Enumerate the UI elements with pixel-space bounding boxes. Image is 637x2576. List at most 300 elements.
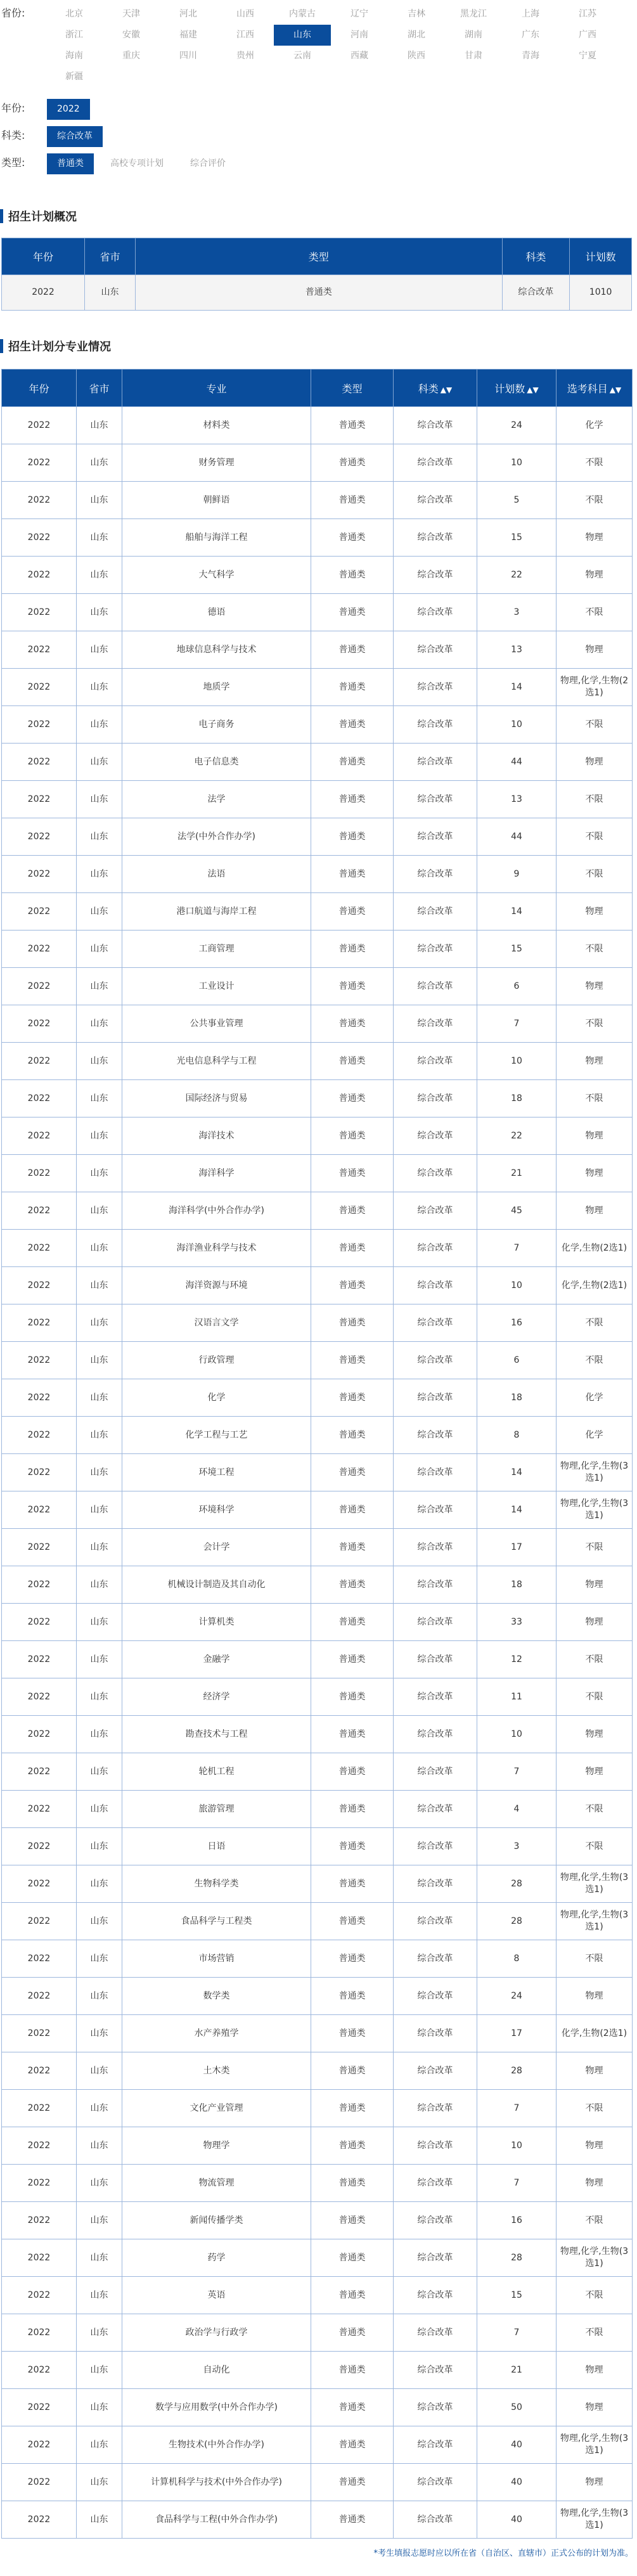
table-cell: 普通类 bbox=[311, 2464, 394, 2501]
table-cell: 综合改革 bbox=[394, 2202, 477, 2239]
sort-icon[interactable]: ▲▼ bbox=[440, 385, 453, 394]
table-cell: 山东 bbox=[77, 2052, 122, 2090]
province-option[interactable]: 北京 bbox=[65, 9, 83, 19]
table-cell: 山东 bbox=[77, 2165, 122, 2202]
province-options bbox=[46, 4, 637, 87]
table-cell: 普通类 bbox=[311, 818, 394, 856]
table-cell: 28 bbox=[477, 2052, 557, 2090]
table-row bbox=[2, 519, 633, 557]
table-cell: 综合改革 bbox=[394, 631, 477, 669]
table-cell: 综合改革 bbox=[394, 407, 477, 444]
table-cell: 公共事业管理 bbox=[122, 1005, 311, 1043]
table-cell: 33 bbox=[477, 1604, 557, 1641]
table-cell: 国际经济与贸易 bbox=[122, 1080, 311, 1117]
province-option[interactable]: 西藏 bbox=[351, 51, 368, 61]
summary-column-header: 类型 bbox=[136, 238, 503, 275]
table-cell: 普通类 bbox=[311, 1678, 394, 1716]
table-cell: 普通类 bbox=[311, 1641, 394, 1678]
table-cell: 普通类 bbox=[311, 1454, 394, 1491]
table-cell: 综合改革 bbox=[394, 2052, 477, 2090]
table-cell: 综合改革 bbox=[394, 818, 477, 856]
table-cell: 物理,化学,生物(3选1) bbox=[557, 1454, 633, 1491]
table-cell: 综合改革 bbox=[394, 1080, 477, 1117]
province-option[interactable]: 湖北 bbox=[408, 30, 425, 40]
table-cell: 综合改革 bbox=[394, 856, 477, 893]
table-row bbox=[2, 931, 633, 968]
table-cell: 山东 bbox=[77, 706, 122, 744]
table-cell: 2022 bbox=[2, 2127, 77, 2165]
summary-section-title bbox=[0, 207, 637, 225]
table-cell: 电子信息类 bbox=[122, 744, 311, 781]
table-cell: 2022 bbox=[2, 444, 77, 482]
summary-column-header: 年份 bbox=[2, 238, 85, 275]
table-cell: 物理,化学,生物(3选1) bbox=[557, 2501, 633, 2539]
province-option[interactable]: 山西 bbox=[236, 9, 254, 19]
table-cell: 山东 bbox=[77, 1529, 122, 1566]
table-cell: 化学 bbox=[557, 407, 633, 444]
table-cell: 15 bbox=[477, 2277, 557, 2314]
table-cell: 12 bbox=[477, 1641, 557, 1678]
table-cell: 普通类 bbox=[311, 2239, 394, 2277]
table-cell: 海洋科学(中外合作办学) bbox=[122, 1192, 311, 1230]
table-cell: 14 bbox=[477, 893, 557, 931]
table-cell: 综合改革 bbox=[394, 2015, 477, 2052]
table-cell: 综合改革 bbox=[394, 2090, 477, 2127]
table-cell: 不限 bbox=[557, 1304, 633, 1342]
table-cell: 2022 bbox=[2, 1678, 77, 1716]
sort-icon[interactable]: ▲▼ bbox=[527, 385, 539, 394]
table-cell: 不限 bbox=[557, 1940, 633, 1978]
table-cell: 化学,生物(2选1) bbox=[557, 1230, 633, 1267]
province-option[interactable]: 青海 bbox=[522, 51, 539, 61]
table-cell: 普通类 bbox=[311, 594, 394, 631]
table-cell: 7 bbox=[477, 1005, 557, 1043]
table-row bbox=[2, 1155, 633, 1192]
table-cell: 港口航道与海岸工程 bbox=[122, 893, 311, 931]
province-option[interactable]: 甘肃 bbox=[465, 51, 482, 61]
table-cell: 工商管理 bbox=[122, 931, 311, 968]
table-cell: 综合改革 bbox=[394, 893, 477, 931]
table-cell: 普通类 bbox=[311, 444, 394, 482]
majors-title-text: 招生计划分专业情况 bbox=[8, 340, 111, 354]
table-row bbox=[2, 1604, 633, 1641]
table-cell: 生物科学类 bbox=[122, 1865, 311, 1903]
table-cell: 5 bbox=[477, 482, 557, 519]
table-cell: 不限 bbox=[557, 1828, 633, 1865]
table-row bbox=[2, 1641, 633, 1678]
table-cell: 普通类 bbox=[311, 1379, 394, 1417]
table-cell: 2022 bbox=[2, 1379, 77, 1417]
table-cell: 汉语言文学 bbox=[122, 1304, 311, 1342]
table-cell: 普通类 bbox=[311, 2501, 394, 2539]
province-option[interactable]: 福建 bbox=[179, 30, 197, 40]
table-cell: 山东 bbox=[77, 482, 122, 519]
table-cell: 财务管理 bbox=[122, 444, 311, 482]
table-cell: 综合改革 bbox=[394, 1005, 477, 1043]
table-cell: 普通类 bbox=[311, 1267, 394, 1304]
province-option[interactable]: 吉林 bbox=[408, 9, 425, 19]
table-cell: 山东 bbox=[77, 1342, 122, 1379]
table-cell: 2022 bbox=[2, 856, 77, 893]
table-cell: 物理,化学,生物(3选1) bbox=[557, 2239, 633, 2277]
table-cell: 18 bbox=[477, 1080, 557, 1117]
table-cell: 普通类 bbox=[311, 1865, 394, 1903]
table-cell: 数学类 bbox=[122, 1978, 311, 2015]
table-row bbox=[2, 706, 633, 744]
table-cell: 2022 bbox=[2, 1604, 77, 1641]
table-cell: 综合改革 bbox=[394, 482, 477, 519]
table-cell: 物理 bbox=[557, 1566, 633, 1604]
table-cell: 机械设计制造及其自动化 bbox=[122, 1566, 311, 1604]
table-cell: 化学 bbox=[557, 1417, 633, 1454]
table-cell: 海洋技术 bbox=[122, 1117, 311, 1155]
table-cell: 不限 bbox=[557, 856, 633, 893]
table-cell: 10 bbox=[477, 1267, 557, 1304]
table-cell: 2022 bbox=[2, 1903, 77, 1940]
table-cell: 山东 bbox=[77, 2202, 122, 2239]
table-cell: 综合改革 bbox=[394, 1454, 477, 1491]
table-cell: 普通类 bbox=[311, 2165, 394, 2202]
table-cell: 物流管理 bbox=[122, 2165, 311, 2202]
table-cell: 综合改革 bbox=[394, 1491, 477, 1529]
table-cell: 2022 bbox=[2, 1828, 77, 1865]
kelei-option[interactable]: 综合改革 bbox=[47, 126, 103, 147]
table-cell: 9 bbox=[477, 856, 557, 893]
table-cell: 普通类 bbox=[311, 2352, 394, 2389]
province-option[interactable]: 河南 bbox=[351, 30, 368, 40]
table-row bbox=[2, 631, 633, 669]
table-cell: 物理 bbox=[557, 1192, 633, 1230]
table-cell: 综合改革 bbox=[394, 557, 477, 594]
table-cell: 3 bbox=[477, 1828, 557, 1865]
table-cell: 18 bbox=[477, 1379, 557, 1417]
province-option[interactable]: 江苏 bbox=[579, 9, 596, 19]
table-cell: 山东 bbox=[77, 2464, 122, 2501]
table-cell: 普通类 bbox=[311, 1230, 394, 1267]
table-cell: 2022 bbox=[2, 931, 77, 968]
table-cell: 综合改革 bbox=[394, 2389, 477, 2426]
table-cell: 山东 bbox=[77, 1641, 122, 1678]
table-cell: 2022 bbox=[2, 1978, 77, 2015]
table-cell: 50 bbox=[477, 2389, 557, 2426]
filter-panel bbox=[0, 0, 637, 174]
type-option[interactable]: 高校专项计划 bbox=[110, 158, 164, 169]
table-cell: 物理 bbox=[557, 1753, 633, 1791]
province-option[interactable]: 湖南 bbox=[465, 30, 482, 40]
table-cell: 14 bbox=[477, 1454, 557, 1491]
table-cell: 计算机科学与技术(中外合作办学) bbox=[122, 2464, 311, 2501]
majors-column-header bbox=[311, 370, 394, 407]
province-filter-label: 省份: bbox=[1, 7, 25, 19]
table-cell: 普通类 bbox=[311, 1155, 394, 1192]
table-cell: 普通类 bbox=[311, 669, 394, 706]
table-cell: 勘查技术与工程 bbox=[122, 1716, 311, 1753]
table-cell: 光电信息科学与工程 bbox=[122, 1043, 311, 1080]
province-option[interactable]: 浙江 bbox=[65, 30, 83, 40]
province-option[interactable]: 海南 bbox=[65, 51, 83, 61]
table-cell: 普通类 bbox=[311, 1529, 394, 1566]
table-cell: 数学与应用数学(中外合作办学) bbox=[122, 2389, 311, 2426]
table-row bbox=[2, 1566, 633, 1604]
table-row bbox=[2, 1791, 633, 1828]
table-cell: 不限 bbox=[557, 781, 633, 818]
majors-column-header[interactable] bbox=[557, 370, 633, 407]
table-row bbox=[2, 893, 633, 931]
majors-column-header[interactable] bbox=[394, 370, 477, 407]
table-cell: 不限 bbox=[557, 2277, 633, 2314]
province-option[interactable]: 辽宁 bbox=[351, 9, 368, 19]
table-cell: 2022 bbox=[2, 275, 85, 311]
table-cell: 普通类 bbox=[311, 1342, 394, 1379]
table-row bbox=[2, 444, 633, 482]
table-cell: 不限 bbox=[557, 1080, 633, 1117]
table-cell: 综合改革 bbox=[394, 1230, 477, 1267]
table-cell: 综合改革 bbox=[394, 1155, 477, 1192]
table-cell: 大气科学 bbox=[122, 557, 311, 594]
majors-column-header bbox=[122, 370, 311, 407]
table-row bbox=[2, 2501, 633, 2539]
summary-table-body bbox=[2, 275, 632, 311]
column-header-label: 选考科目 bbox=[567, 382, 608, 395]
table-cell: 物理 bbox=[557, 1978, 633, 2015]
table-cell: 24 bbox=[477, 407, 557, 444]
table-cell: 物理 bbox=[557, 744, 633, 781]
table-cell: 普通类 bbox=[311, 1978, 394, 2015]
table-cell: 物理,化学,生物(3选1) bbox=[557, 1491, 633, 1529]
table-cell: 地质学 bbox=[122, 669, 311, 706]
table-cell: 13 bbox=[477, 781, 557, 818]
table-cell: 综合改革 bbox=[394, 594, 477, 631]
table-row bbox=[2, 1903, 633, 1940]
province-option[interactable]: 黑龙江 bbox=[460, 9, 487, 19]
table-cell: 自动化 bbox=[122, 2352, 311, 2389]
table-row bbox=[2, 1716, 633, 1753]
table-cell: 2022 bbox=[2, 2052, 77, 2090]
table-cell: 船舶与海洋工程 bbox=[122, 519, 311, 557]
table-cell: 45 bbox=[477, 1192, 557, 1230]
table-cell: 综合改革 bbox=[394, 1865, 477, 1903]
table-cell: 2022 bbox=[2, 1566, 77, 1604]
table-cell: 综合改革 bbox=[394, 706, 477, 744]
table-row bbox=[2, 744, 633, 781]
table-cell: 44 bbox=[477, 744, 557, 781]
table-cell: 2022 bbox=[2, 1230, 77, 1267]
province-option[interactable]: 山东 bbox=[274, 25, 331, 46]
province-option[interactable]: 重庆 bbox=[122, 51, 140, 61]
table-cell: 2022 bbox=[2, 1267, 77, 1304]
table-cell: 2022 bbox=[2, 631, 77, 669]
table-cell: 山东 bbox=[77, 1828, 122, 1865]
table-row bbox=[2, 1267, 633, 1304]
table-cell: 物理 bbox=[557, 557, 633, 594]
table-cell: 山东 bbox=[77, 1005, 122, 1043]
table-cell: 不限 bbox=[557, 2202, 633, 2239]
table-cell: 综合改革 bbox=[394, 1192, 477, 1230]
table-cell: 2022 bbox=[2, 1529, 77, 1566]
table-cell: 海洋资源与环境 bbox=[122, 1267, 311, 1304]
table-row bbox=[2, 2314, 633, 2352]
province-option[interactable]: 宁夏 bbox=[579, 51, 596, 61]
table-cell: 2022 bbox=[2, 2314, 77, 2352]
province-option[interactable]: 新疆 bbox=[65, 72, 83, 82]
table-cell: 2022 bbox=[2, 2464, 77, 2501]
table-cell: 综合改革 bbox=[394, 1379, 477, 1417]
table-cell: 不限 bbox=[557, 1678, 633, 1716]
table-cell: 综合改革 bbox=[394, 1604, 477, 1641]
table-cell: 山东 bbox=[77, 1117, 122, 1155]
province-option[interactable]: 云南 bbox=[293, 51, 311, 61]
table-cell: 市场营销 bbox=[122, 1940, 311, 1978]
table-cell: 山东 bbox=[77, 444, 122, 482]
province-option[interactable]: 上海 bbox=[522, 9, 539, 19]
table-cell: 食品科学与工程(中外合作办学) bbox=[122, 2501, 311, 2539]
province-option[interactable]: 安徽 bbox=[122, 30, 140, 40]
table-cell: 物理 bbox=[557, 2352, 633, 2389]
table-cell: 山东 bbox=[85, 275, 136, 311]
province-option[interactable]: 陕西 bbox=[408, 51, 425, 61]
table-cell: 物理 bbox=[557, 968, 633, 1005]
table-cell: 普通类 bbox=[311, 1604, 394, 1641]
table-cell: 2022 bbox=[2, 1865, 77, 1903]
table-cell: 2022 bbox=[2, 744, 77, 781]
kelei-filter-label: 科类: bbox=[1, 129, 25, 141]
table-row bbox=[2, 275, 632, 311]
table-cell: 物理 bbox=[557, 2165, 633, 2202]
table-cell: 普通类 bbox=[311, 744, 394, 781]
table-cell: 普通类 bbox=[311, 1753, 394, 1791]
table-cell: 物理 bbox=[557, 1716, 633, 1753]
majors-column-header[interactable] bbox=[477, 370, 557, 407]
table-cell: 物理学 bbox=[122, 2127, 311, 2165]
table-cell: 山东 bbox=[77, 407, 122, 444]
table-cell: 综合改革 bbox=[394, 2165, 477, 2202]
table-cell: 6 bbox=[477, 968, 557, 1005]
table-cell: 不限 bbox=[557, 1342, 633, 1379]
table-cell: 山东 bbox=[77, 1155, 122, 1192]
table-cell: 2022 bbox=[2, 1304, 77, 1342]
table-cell: 普通类 bbox=[311, 1791, 394, 1828]
table-row bbox=[2, 1117, 633, 1155]
table-cell: 普通类 bbox=[311, 2202, 394, 2239]
province-option[interactable]: 河北 bbox=[179, 9, 197, 19]
table-cell: 综合改革 bbox=[394, 1940, 477, 1978]
type-option[interactable]: 综合评价 bbox=[190, 158, 226, 169]
sort-icon[interactable]: ▲▼ bbox=[609, 385, 622, 394]
summary-title-text: 招生计划概况 bbox=[8, 210, 77, 224]
table-cell: 朝鲜语 bbox=[122, 482, 311, 519]
table-cell: 物理 bbox=[557, 2464, 633, 2501]
table-row bbox=[2, 968, 633, 1005]
table-cell: 山东 bbox=[77, 1192, 122, 1230]
table-cell: 药学 bbox=[122, 2239, 311, 2277]
table-cell: 综合改革 bbox=[394, 2464, 477, 2501]
province-option[interactable]: 贵州 bbox=[236, 51, 254, 61]
table-cell: 综合改革 bbox=[394, 2127, 477, 2165]
province-option[interactable]: 天津 bbox=[122, 9, 140, 19]
table-cell: 物理 bbox=[557, 2052, 633, 2090]
table-cell: 普通类 bbox=[311, 407, 394, 444]
table-cell: 山东 bbox=[77, 893, 122, 931]
column-header-label: 类型 bbox=[342, 382, 363, 395]
table-cell: 普通类 bbox=[311, 1080, 394, 1117]
province-option[interactable]: 广东 bbox=[522, 30, 539, 40]
table-cell: 山东 bbox=[77, 631, 122, 669]
table-cell: 山东 bbox=[77, 557, 122, 594]
table-cell: 山东 bbox=[77, 1379, 122, 1417]
table-cell: 2022 bbox=[2, 2165, 77, 2202]
table-cell: 轮机工程 bbox=[122, 1753, 311, 1791]
table-cell: 电子商务 bbox=[122, 706, 311, 744]
table-cell: 不限 bbox=[557, 1529, 633, 1566]
table-cell: 2022 bbox=[2, 1641, 77, 1678]
table-cell: 综合改革 bbox=[394, 519, 477, 557]
table-cell: 28 bbox=[477, 1865, 557, 1903]
table-cell: 综合改革 bbox=[394, 2277, 477, 2314]
table-row bbox=[2, 1454, 633, 1491]
table-cell: 山东 bbox=[77, 1865, 122, 1903]
province-option[interactable]: 四川 bbox=[179, 51, 197, 61]
table-cell: 普通类 bbox=[311, 2426, 394, 2464]
footer-note: *考生填报志愿时应以所在省（自治区、直辖市）正式公布的计划为准。 bbox=[373, 2549, 633, 2558]
table-cell: 普通类 bbox=[311, 893, 394, 931]
table-row bbox=[2, 2464, 633, 2501]
table-cell: 海洋科学 bbox=[122, 1155, 311, 1192]
table-cell: 物理 bbox=[557, 631, 633, 669]
table-cell: 普通类 bbox=[311, 1005, 394, 1043]
table-cell: 生物技术(中外合作办学) bbox=[122, 2426, 311, 2464]
table-row bbox=[2, 2277, 633, 2314]
table-cell: 1010 bbox=[570, 275, 632, 311]
table-cell: 7 bbox=[477, 2090, 557, 2127]
table-cell: 物理 bbox=[557, 1117, 633, 1155]
province-option[interactable]: 广西 bbox=[579, 30, 596, 40]
column-header-label: 计划数 bbox=[494, 382, 525, 395]
section-bar-icon bbox=[0, 209, 3, 223]
table-cell: 21 bbox=[477, 2352, 557, 2389]
table-cell: 山东 bbox=[77, 1940, 122, 1978]
table-row bbox=[2, 482, 633, 519]
province-option[interactable]: 内蒙古 bbox=[289, 9, 316, 19]
table-cell: 山东 bbox=[77, 669, 122, 706]
table-cell: 2022 bbox=[2, 557, 77, 594]
type-option[interactable]: 普通类 bbox=[47, 153, 94, 174]
table-cell: 7 bbox=[477, 2314, 557, 2352]
kelei-options bbox=[46, 126, 637, 147]
table-cell: 普通类 bbox=[311, 706, 394, 744]
table-row bbox=[2, 1753, 633, 1791]
table-cell: 2022 bbox=[2, 1342, 77, 1379]
table-cell: 普通类 bbox=[311, 1043, 394, 1080]
table-cell: 物理,化学,生物(2选1) bbox=[557, 669, 633, 706]
table-cell: 综合改革 bbox=[394, 1529, 477, 1566]
province-option[interactable]: 江西 bbox=[236, 30, 254, 40]
table-cell: 普通类 bbox=[311, 519, 394, 557]
table-cell: 行政管理 bbox=[122, 1342, 311, 1379]
table-cell: 2022 bbox=[2, 1043, 77, 1080]
table-cell: 综合改革 bbox=[394, 1678, 477, 1716]
table-row bbox=[2, 1491, 633, 1529]
table-cell: 综合改革 bbox=[394, 1903, 477, 1940]
table-row bbox=[2, 1005, 633, 1043]
table-cell: 综合改革 bbox=[394, 968, 477, 1005]
table-cell: 普通类 bbox=[311, 482, 394, 519]
year-option[interactable]: 2022 bbox=[47, 99, 90, 120]
table-row bbox=[2, 2090, 633, 2127]
table-cell: 物理 bbox=[557, 1604, 633, 1641]
table-row bbox=[2, 2239, 633, 2277]
table-cell: 地球信息科学与技术 bbox=[122, 631, 311, 669]
column-header-label: 专业 bbox=[206, 382, 227, 395]
